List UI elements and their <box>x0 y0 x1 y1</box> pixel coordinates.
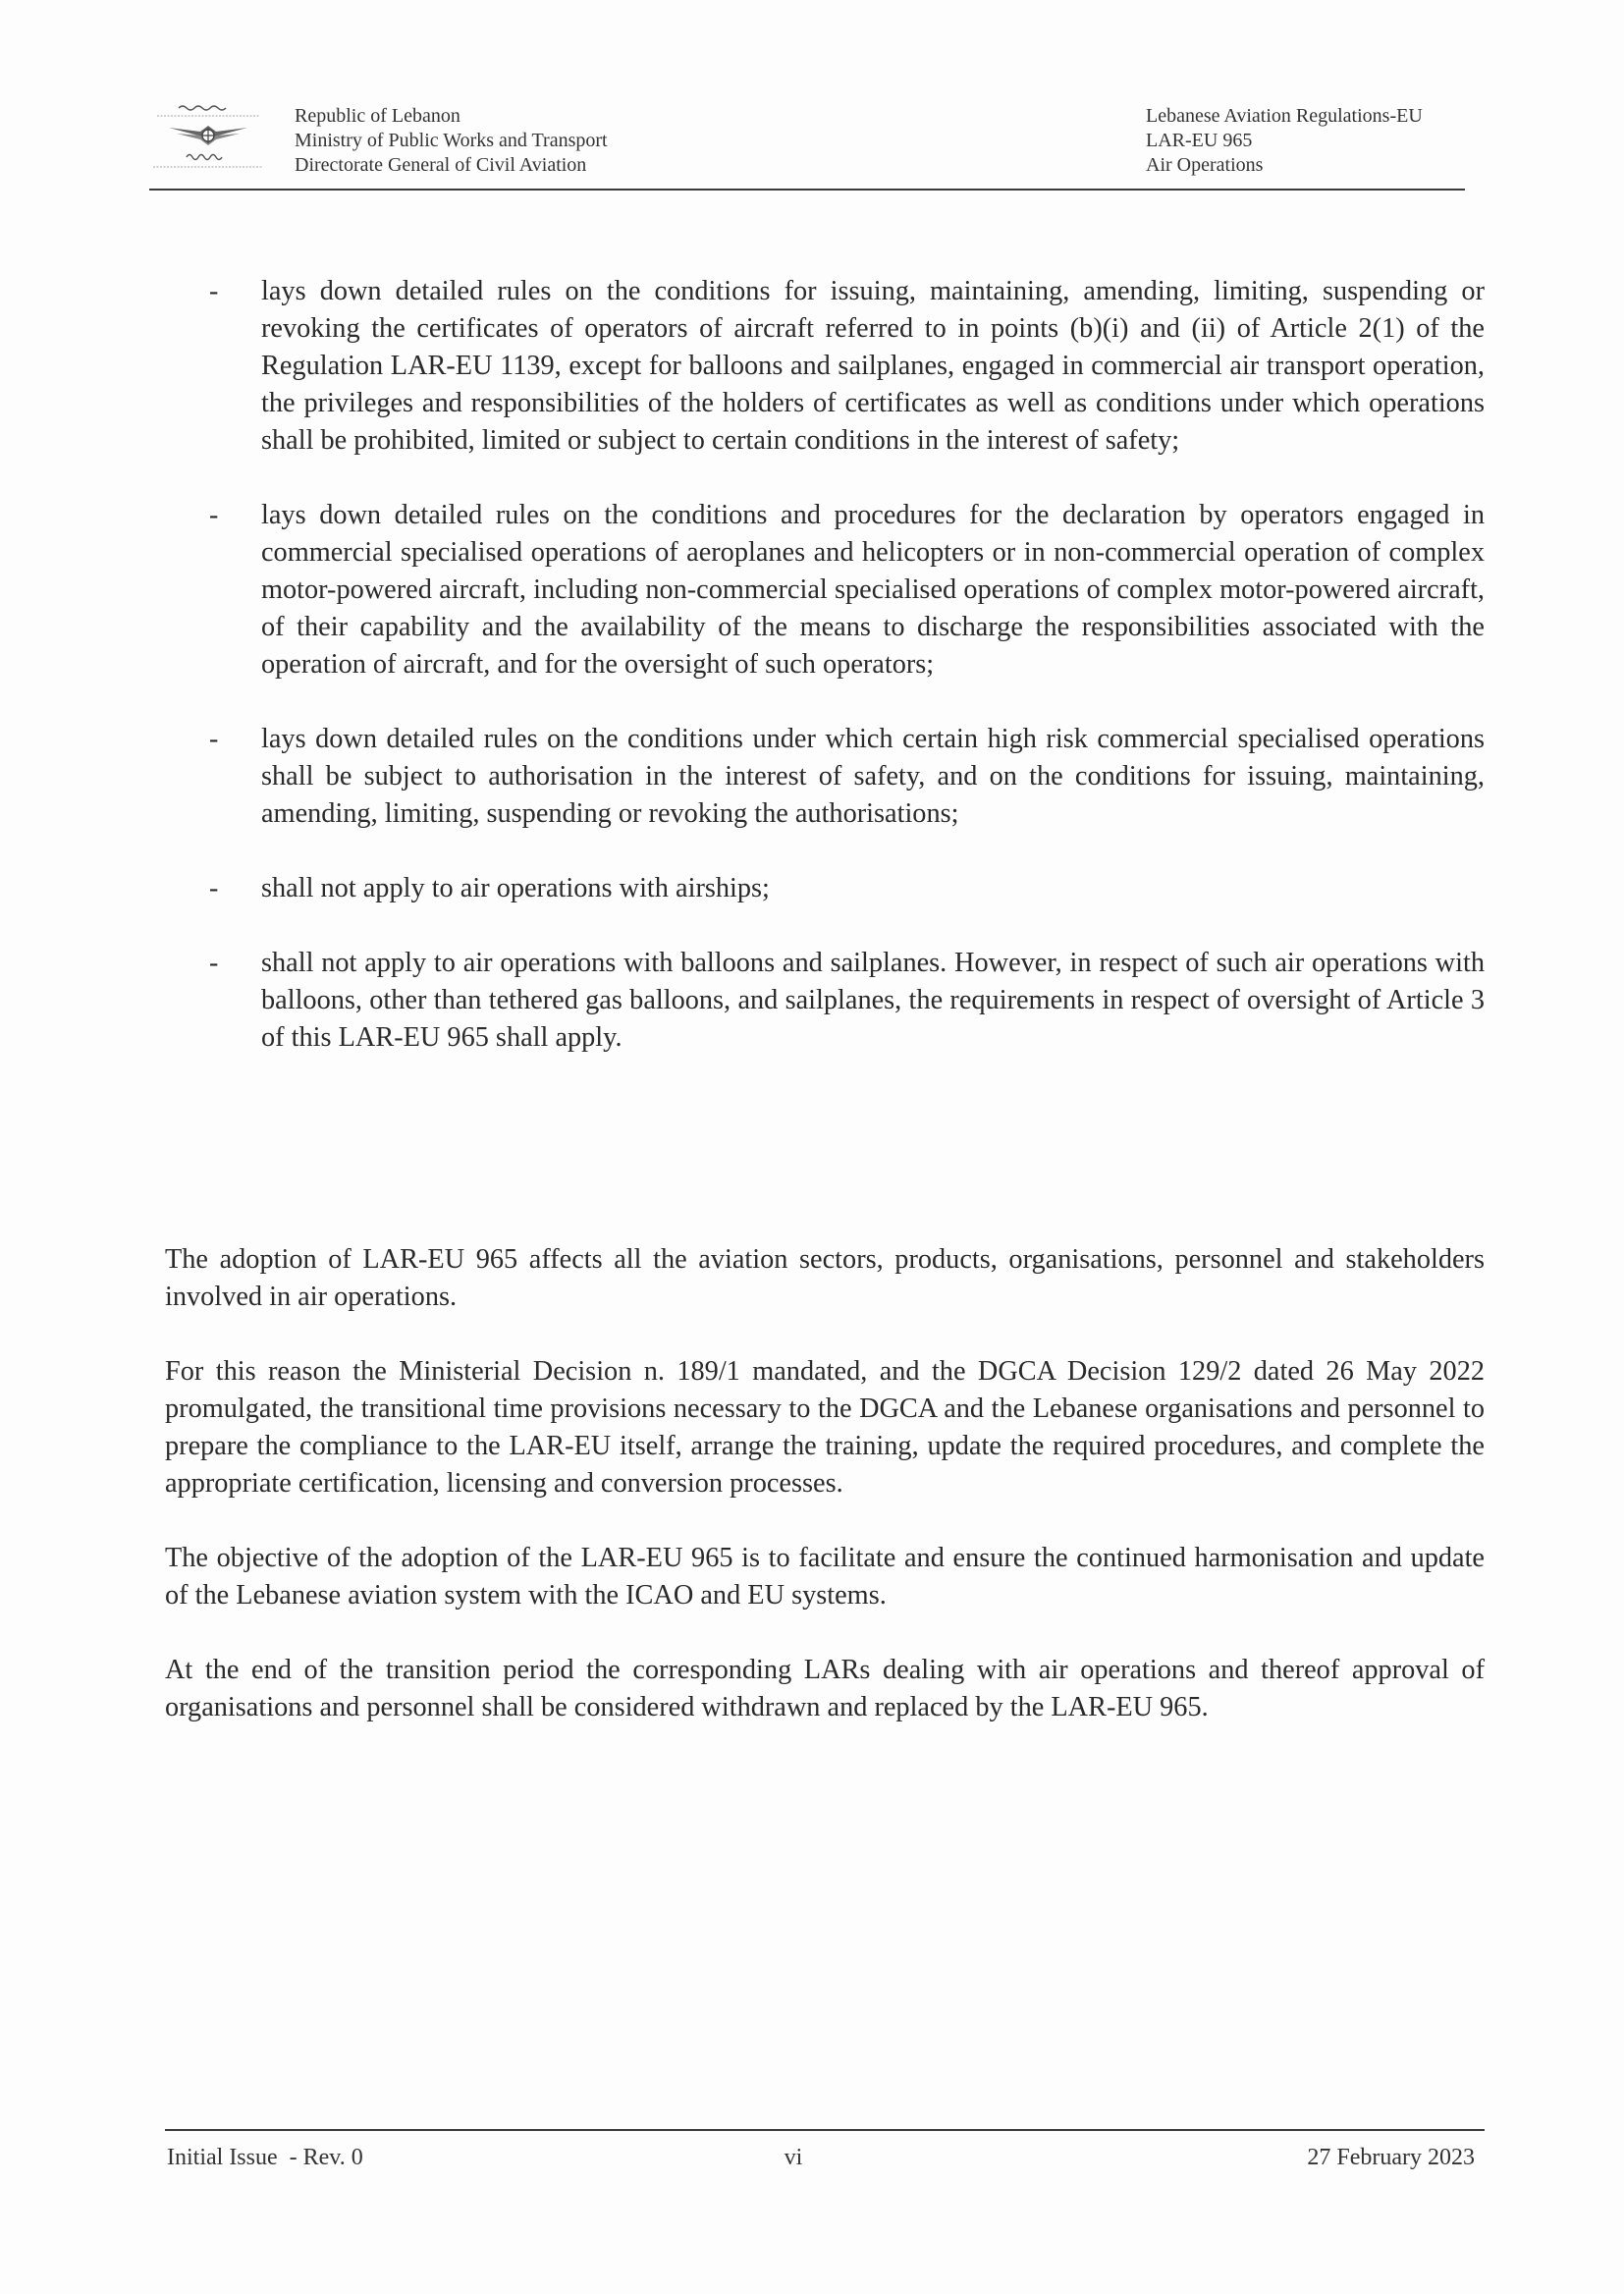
paragraph-transition-provisions: For this reason the Ministerial Decision n. 189/1 mandated, and the DGCA Decision 129/2 dated 26 May 2022 promulgated, the transitional time provisions necessary to the DGCA and the Lebanese organisations and personnel to prepare the compliance to the LAR-EU itself, arrange the training, update the required procedures, and complete the appropriate certification, licensing and conversion processes. <box>165 1356 1485 1499</box>
dgca-logo-icon <box>149 98 267 177</box>
footer-issue: Initial Issue - Rev. 0 <box>167 2145 363 2170</box>
bullet-text: lays down detailed rules on the conditions under which certain high risk commercial specialised operations shall be subject to authorisation in the interest of safety, and on the conditions for issuing, maintaining, amending, limiting, suspending or revoking the authorisations; <box>261 724 1485 829</box>
paragraph-adoption-impact: The adoption of LAR-EU 965 affects all the aviation sectors, products, organisations, personnel and stakeholders involved in air operations. <box>165 1244 1485 1312</box>
header-regulation-title: Lebanese Aviation Regulations-EU <box>1146 105 1423 127</box>
paragraph-objective: The objective of the adoption of the LAR-EU 965 is to facilitate and ensure the continued harmonisation and update of the Lebanese aviation system with the ICAO and EU systems. <box>165 1543 1485 1611</box>
list-item <box>165 497 1485 683</box>
header-ministry: Ministry of Public Works and Transport <box>295 130 608 151</box>
header-directorate: Directorate General of Civil Aviation <box>295 154 587 176</box>
bullet-marker: - <box>209 276 219 306</box>
list-item <box>165 945 1485 1057</box>
scope-bullet-section <box>165 273 1485 1094</box>
footer-page-number: vi <box>784 2145 803 2170</box>
bullet-marker: - <box>209 500 219 530</box>
list-item <box>165 273 1485 460</box>
header-regulation-subject: Air Operations <box>1146 154 1264 176</box>
list-item <box>165 870 1485 907</box>
page-footer <box>165 2129 1485 2170</box>
bullet-text: lays down detailed rules on the conditions for issuing, maintaining, amending, limiting, suspending or revoking the certificates of operators of aircraft referred to in points (b)(i) and (ii) of Article 2(1) of the Regulation LAR-EU 1139, except for balloons and sailplanes, engaged in commercial air transport operation, the privileges and responsibilities of the holders of certificates as well as conditions under which operations shall be prohibited, limited or subject to certain conditions in the interest of safety; <box>261 276 1485 456</box>
bullet-marker: - <box>209 873 219 903</box>
paragraph-withdrawal: At the end of the transition period the corresponding LARs dealing with air operations and thereof approval of organisations and personnel shall be considered withdrawn and replaced by the LAR-EU 965. <box>165 1655 1485 1722</box>
scope-bullet-list <box>165 273 1485 1057</box>
bullet-text: shall not apply to air operations with balloons and sailplanes. However, in respect of such air operations with balloons, other than tethered gas balloons, and sailplanes, the requirements in respect of oversight of Article 3 of this LAR-EU 965 shall apply. <box>261 948 1485 1053</box>
header-country: Republic of Lebanon <box>295 105 460 127</box>
bullet-text: lays down detailed rules on the conditions and procedures for the declaration by operators engaged in commercial specialised operations of aeroplanes and helicopters or in non-commercial operation of complex motor-powered aircraft, including non-commercial specialised operations of complex motor-powered aircraft, of their capability and the availability of the means to discharge the responsibilities associated with the operation of aircraft, and for the oversight of such operators; <box>261 500 1485 680</box>
bullet-marker: - <box>209 724 219 754</box>
header-regulation-code: LAR-EU 965 <box>1146 130 1253 151</box>
body-paragraphs <box>165 1241 1485 1764</box>
bullet-text: shall not apply to air operations with airships; <box>261 873 770 903</box>
list-item <box>165 721 1485 833</box>
header-regulation <box>1146 104 1423 178</box>
page-header <box>149 98 1465 191</box>
footer-date: 27 February 2023 <box>1307 2145 1475 2170</box>
header-organisation <box>295 104 608 178</box>
bullet-marker: - <box>209 948 219 978</box>
